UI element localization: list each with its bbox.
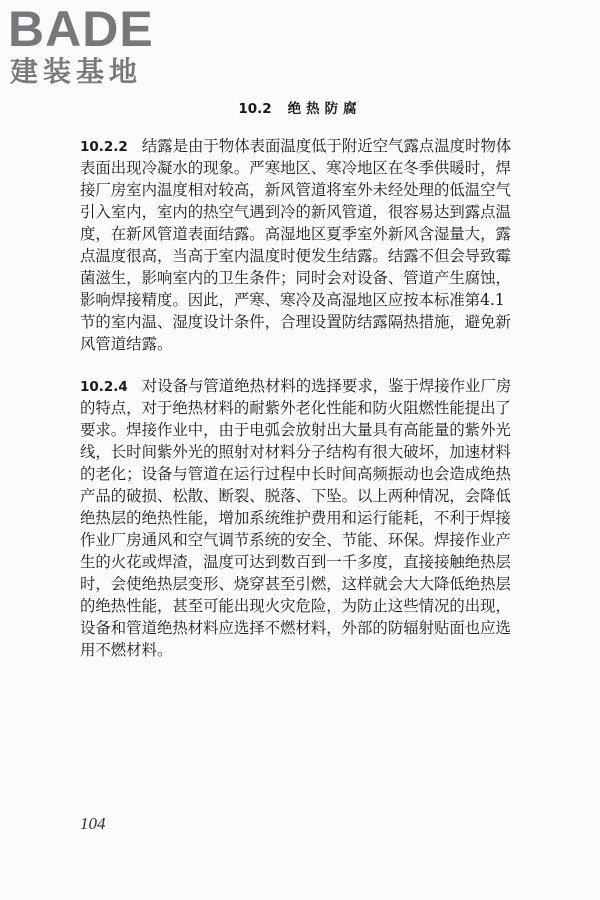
clause-line: 产品的破损、松散、断裂、脱落、下坠。以上两种情况，会降低 (80, 487, 511, 505)
clause-line: 风管道结露。 (80, 335, 173, 353)
clause-line: 时，会使绝热层变形、烧穿甚至引燃，这样就会大大降低绝热层 (80, 575, 511, 593)
clause-line: 用不燃材料。 (80, 641, 173, 659)
clause-line: 10.2.4 对设备与管道绝热材料的选择要求，鉴于焊接作业厂房 (80, 377, 512, 395)
clause-10-2-2 (80, 135, 520, 355)
clause-number: 10.2.4 (80, 379, 128, 395)
clause-line: 线，长时间紫外光的照射对材料分子结构有很大破坏，加速材料 (80, 443, 511, 461)
clause-line: 绝热层的绝热性能，增加系统维护费用和运行能耗，不利于焊接 (80, 509, 511, 527)
clause-line: 菌滋生，影响室内的卫生条件；同时会对设备、管道产生腐蚀， (80, 269, 511, 287)
clause-number: 10.2.2 (80, 139, 128, 155)
page-number: 104 (80, 814, 106, 833)
section-title: 绝热防腐 (287, 101, 362, 117)
clause-line: 作业厂房通风和空气调节系统的安全、节能、环保。焊接作业产 (80, 531, 511, 549)
bade-logo (8, 1, 178, 90)
clause-line: 的绝热性能，甚至可能出现火灾危险，为防止这些情况的出现， (80, 597, 511, 615)
clause-line: 影响焊接精度。因此，严寒、寒冷及高湿地区应按本标准第4.1 (80, 291, 505, 309)
clause-line: 设备和管道绝热材料应选择不燃材料，外部的防辐射贴面也应选 (80, 619, 511, 637)
clause-line: 要求。焊接作业中，由于电弧会放射出大量具有高能量的紫外光 (80, 421, 511, 439)
clause-line: 度，在新风管道表面结露。高湿地区夏季室外新风含湿量大，露 (80, 225, 511, 243)
clause-line: 生的火花或焊渣，温度可达到数百到一千多度，直接接触绝热层 (80, 553, 511, 571)
clause-line: 的特点，对于绝热材料的耐紫外老化性能和防火阻燃性能提出了 (80, 399, 511, 417)
clause-line: 表面出现冷凝水的现象。严寒地区、寒冷地区在冬季供暖时，焊 (80, 159, 511, 177)
section-number: 10.2 (238, 101, 272, 117)
clause-line: 点温度很高，当高于室内温度时便发生结露。结露不但会导致霉 (80, 247, 511, 265)
clause-10-2-4 (80, 375, 520, 661)
section-heading (0, 99, 600, 119)
logo-wordmark: BADE (8, 1, 154, 57)
clause-line: 节的室内温、湿度设计条件，合理设置防结露隔热措施，避免新 (80, 313, 511, 331)
clause-line: 引入室内，室内的热空气遇到冷的新风管道，很容易达到露点温 (80, 203, 511, 221)
clause-line: 接厂房室内温度相对较高，新风管道将室外未经处理的低温空气 (80, 181, 511, 199)
logo-subtitle: 建装基地 (10, 55, 143, 88)
clause-line: 的老化；设备与管道在运行过程中长时间高频振动也会造成绝热 (80, 465, 511, 483)
clause-line: 10.2.2 结露是由于物体表面温度低于附近空气露点温度时物体 (80, 137, 512, 155)
